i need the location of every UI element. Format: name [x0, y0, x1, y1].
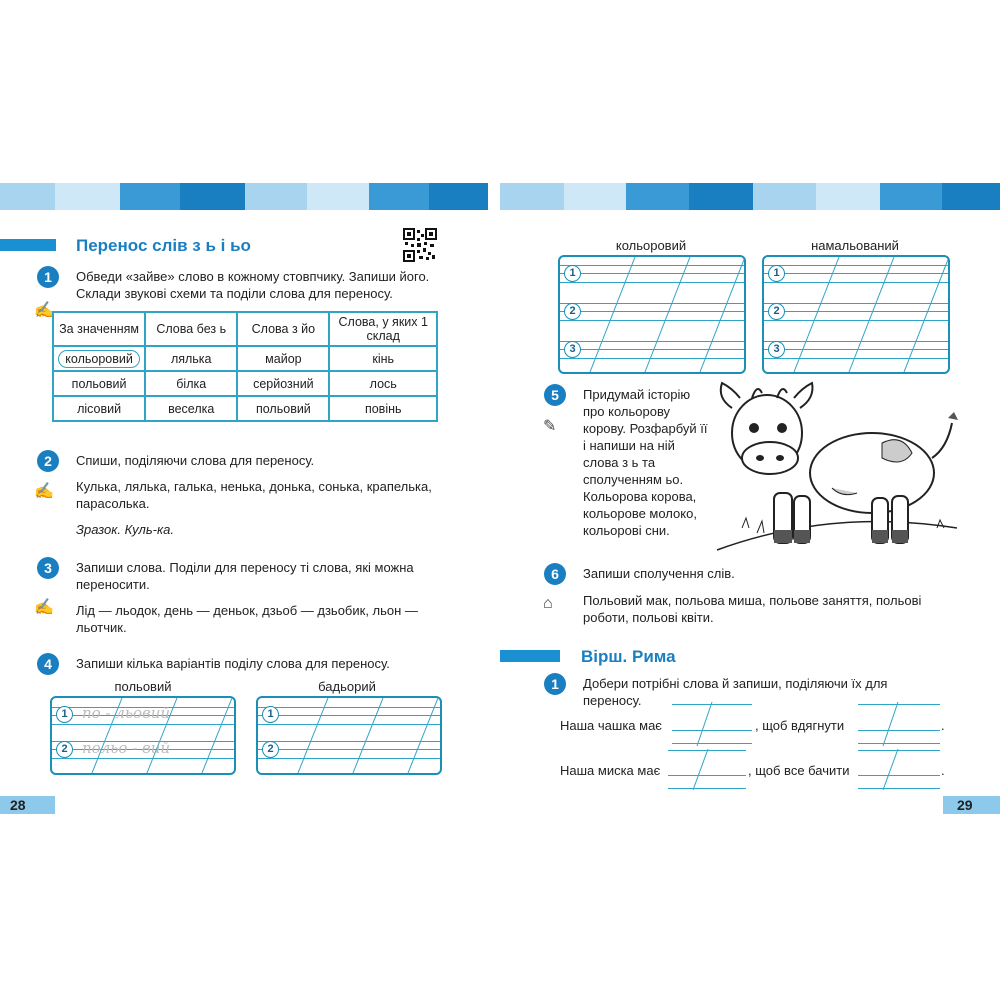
house-icon: ⌂: [543, 595, 553, 612]
exercise-number: 6: [544, 563, 566, 585]
line-number: 3: [768, 341, 785, 358]
table-cell: польовий: [237, 396, 329, 421]
writing-hand-icon: ✍: [34, 599, 54, 616]
top-stripe-left: [0, 183, 488, 210]
table-cell: майор: [237, 346, 329, 371]
table-header: Слова з йо: [237, 312, 329, 346]
rhyme-line-2b: , щоб все бачити: [748, 763, 850, 778]
rhyme-line-1b: , щоб вдягнути: [755, 718, 845, 733]
rhyme-line-2a: Наша миска має: [560, 763, 661, 778]
line-number: 1: [262, 706, 279, 723]
circled-word: кольоровий: [58, 350, 140, 368]
table-cell: кінь: [329, 346, 437, 371]
exercise-2-task: Спиши, поділяючи слова для переносу.: [76, 453, 315, 468]
table-cell: [53, 346, 145, 371]
writing-box-2[interactable]: [256, 696, 442, 775]
exercise-3-words: Лід — льодок, день — деньок, дзьоб — дзьобик, льон — льотчик.: [76, 603, 418, 635]
line-number: 2: [564, 303, 581, 320]
box-label: польовий: [114, 679, 172, 694]
line-number: 2: [56, 741, 73, 758]
table-header: Слова без ь: [145, 312, 237, 346]
words-table: [52, 311, 438, 422]
writing-box-3[interactable]: [558, 255, 746, 374]
page-number-right: 29: [943, 796, 1000, 814]
exercise-number: 4: [37, 653, 59, 675]
exercise-2-sample: Зразок. Куль-ка.: [76, 522, 174, 537]
period: .: [941, 718, 945, 733]
table-cell: польовий: [53, 371, 145, 396]
exercise-6-task: Запиши сполучення слів.: [583, 566, 735, 581]
exercise-number: 5: [544, 384, 566, 406]
period: .: [941, 763, 945, 778]
table-cell: веселка: [145, 396, 237, 421]
writing-box-1[interactable]: [50, 696, 236, 775]
exercise-3-task: Запиши слова. Поділи для переносу ті слова, які можна переносити.: [76, 560, 414, 592]
table-cell: лось: [329, 371, 437, 396]
divider-slash: [858, 747, 940, 792]
table-cell: серйозний: [237, 371, 329, 396]
sample-dashed-writing: по - льовий: [82, 704, 171, 722]
line-number: 2: [768, 303, 785, 320]
box-label: намальований: [811, 238, 899, 253]
section-title: Вірш. Рима: [581, 647, 676, 666]
table-cell: білка: [145, 371, 237, 396]
rhyme-line-1a: Наша чашка має: [560, 718, 662, 733]
divider-slash: [672, 700, 752, 748]
exercise-number: 2: [37, 450, 59, 472]
exercise-number: 1: [37, 266, 59, 288]
title-bar-left: [0, 239, 56, 251]
divider-slash: [668, 747, 746, 792]
table-header: Слова, у яких 1 склад: [329, 312, 437, 346]
exercise-1-text: Обведи «зайве» слово в кожному стовпчику. Запиши його. Склади звукові схеми та поділи слова для переносу.: [76, 269, 430, 301]
exercise-2-words: Кулька, лялька, галька, ненька, донька, сонька, крапелька, парасолька.: [76, 479, 432, 511]
exercise-7-task: Добери потрібні слова й запиши, поділяючи їх для переносу.: [583, 676, 888, 708]
exercise-number: 3: [37, 557, 59, 579]
line-number: 1: [564, 265, 581, 282]
line-number: 1: [768, 265, 785, 282]
box-label: бадьорий: [318, 679, 376, 694]
sample-dashed-writing: польо - вий: [82, 739, 171, 757]
writing-box-4[interactable]: [762, 255, 950, 374]
exercise-6-words: Польовий мак, польова миша, польове заняття, польові роботи, польові квіти.: [583, 593, 922, 625]
divider-slash: [858, 700, 940, 748]
star-pencil-icon: ✎: [543, 418, 557, 435]
writing-hand-icon: ✍: [34, 302, 54, 319]
writing-hand-icon: ✍: [34, 483, 54, 500]
top-stripe-right: [500, 183, 1000, 210]
table-header: За значенням: [53, 312, 145, 346]
table-cell: повінь: [329, 396, 437, 421]
qr-code-icon: [403, 228, 437, 262]
page-number-left: 28: [0, 796, 55, 814]
title-bar-right: [500, 650, 560, 662]
page-title: Перенос слів з ь і ьо: [76, 236, 251, 255]
box-label: кольоровий: [615, 238, 687, 253]
exercise-number: 1: [544, 673, 566, 695]
exercise-4-task: Запиши кілька варіантів поділу слова для переносу.: [76, 656, 390, 671]
table-cell: лісовий: [53, 396, 145, 421]
line-number: 1: [56, 706, 73, 723]
cow-illustration: [712, 378, 962, 553]
table-cell: лялька: [145, 346, 237, 371]
line-number: 2: [262, 741, 279, 758]
line-number: 3: [564, 341, 581, 358]
exercise-5-text: Придумай історію про кольорову корову. Розфарбуй її і напиши на ній слова з ь та сполученням ьо.: [583, 387, 708, 487]
exercise-5-sample: Кольорова корова, кольорове молоко, кольорові сни.: [583, 489, 697, 538]
